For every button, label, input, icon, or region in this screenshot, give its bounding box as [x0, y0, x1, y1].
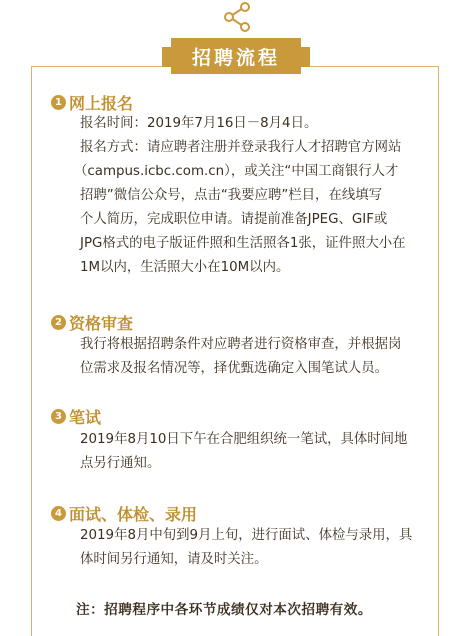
section-number-badge: 2 [51, 315, 66, 330]
section-3-header [51, 405, 101, 427]
text-line: 2019年8月10日下午在合肥组织统一笔试，具体时间地 [80, 432, 408, 447]
section-4-body [80, 524, 440, 572]
footnote: 注：招聘程序中各环节成绩仅对本次招聘有效。 [76, 602, 372, 618]
section-1-header [51, 91, 133, 113]
text-line: 体时间另行通知，请及时关注。 [80, 552, 268, 567]
section-title: 网上报名 [69, 93, 134, 113]
section-3-body [80, 428, 440, 476]
text-line: 1M以内，生活照大小在10M以内。 [80, 260, 290, 275]
page-title: 招聘流程 [171, 38, 301, 74]
share-icon [220, 0, 256, 34]
section-1-body [74, 112, 440, 280]
text-line: 我行将根据招聘条件对应聘者进行资格审查，并根据岗 [80, 337, 402, 352]
text-line: 点另行通知。 [80, 456, 161, 471]
section-4-header [51, 502, 197, 524]
section-2-body [80, 333, 440, 381]
section-title: 笔试 [69, 407, 102, 427]
text-line: JPG格式的电子版证件照和生活照各1张，证件照大小在 [80, 236, 406, 251]
text-line: 2019年8月中旬到9月上旬，进行面试、体检与录用，具 [80, 528, 413, 543]
section-2-header [51, 311, 133, 333]
section-number-badge: 3 [51, 409, 66, 424]
section-title: 资格审查 [69, 313, 134, 333]
title-banner [162, 38, 310, 74]
text-line: 招聘”微信公众号，点击“我要应聘”栏目，在线填写 [80, 188, 383, 203]
section-number-badge: 1 [51, 95, 66, 110]
text-line: 报名方式：请应聘者注册并登录我行人才招聘官方网站 [80, 140, 402, 155]
section-title: 面试、体检、录用 [69, 504, 198, 524]
text-line: 位需求及报名情况等，择优甄选确定入围笔试人员。 [80, 361, 388, 376]
text-line: 个人简历，完成职位申请。请提前准备JPEG、GIF或 [80, 212, 388, 227]
text-line: （campus.icbc.com.cn），或关注“中国工商银行人才 [74, 164, 399, 179]
section-number-badge: 4 [51, 506, 66, 521]
text-line: 报名时间：2019年7月16日－8月4日。 [80, 116, 318, 131]
title-tab-right [300, 47, 310, 67]
